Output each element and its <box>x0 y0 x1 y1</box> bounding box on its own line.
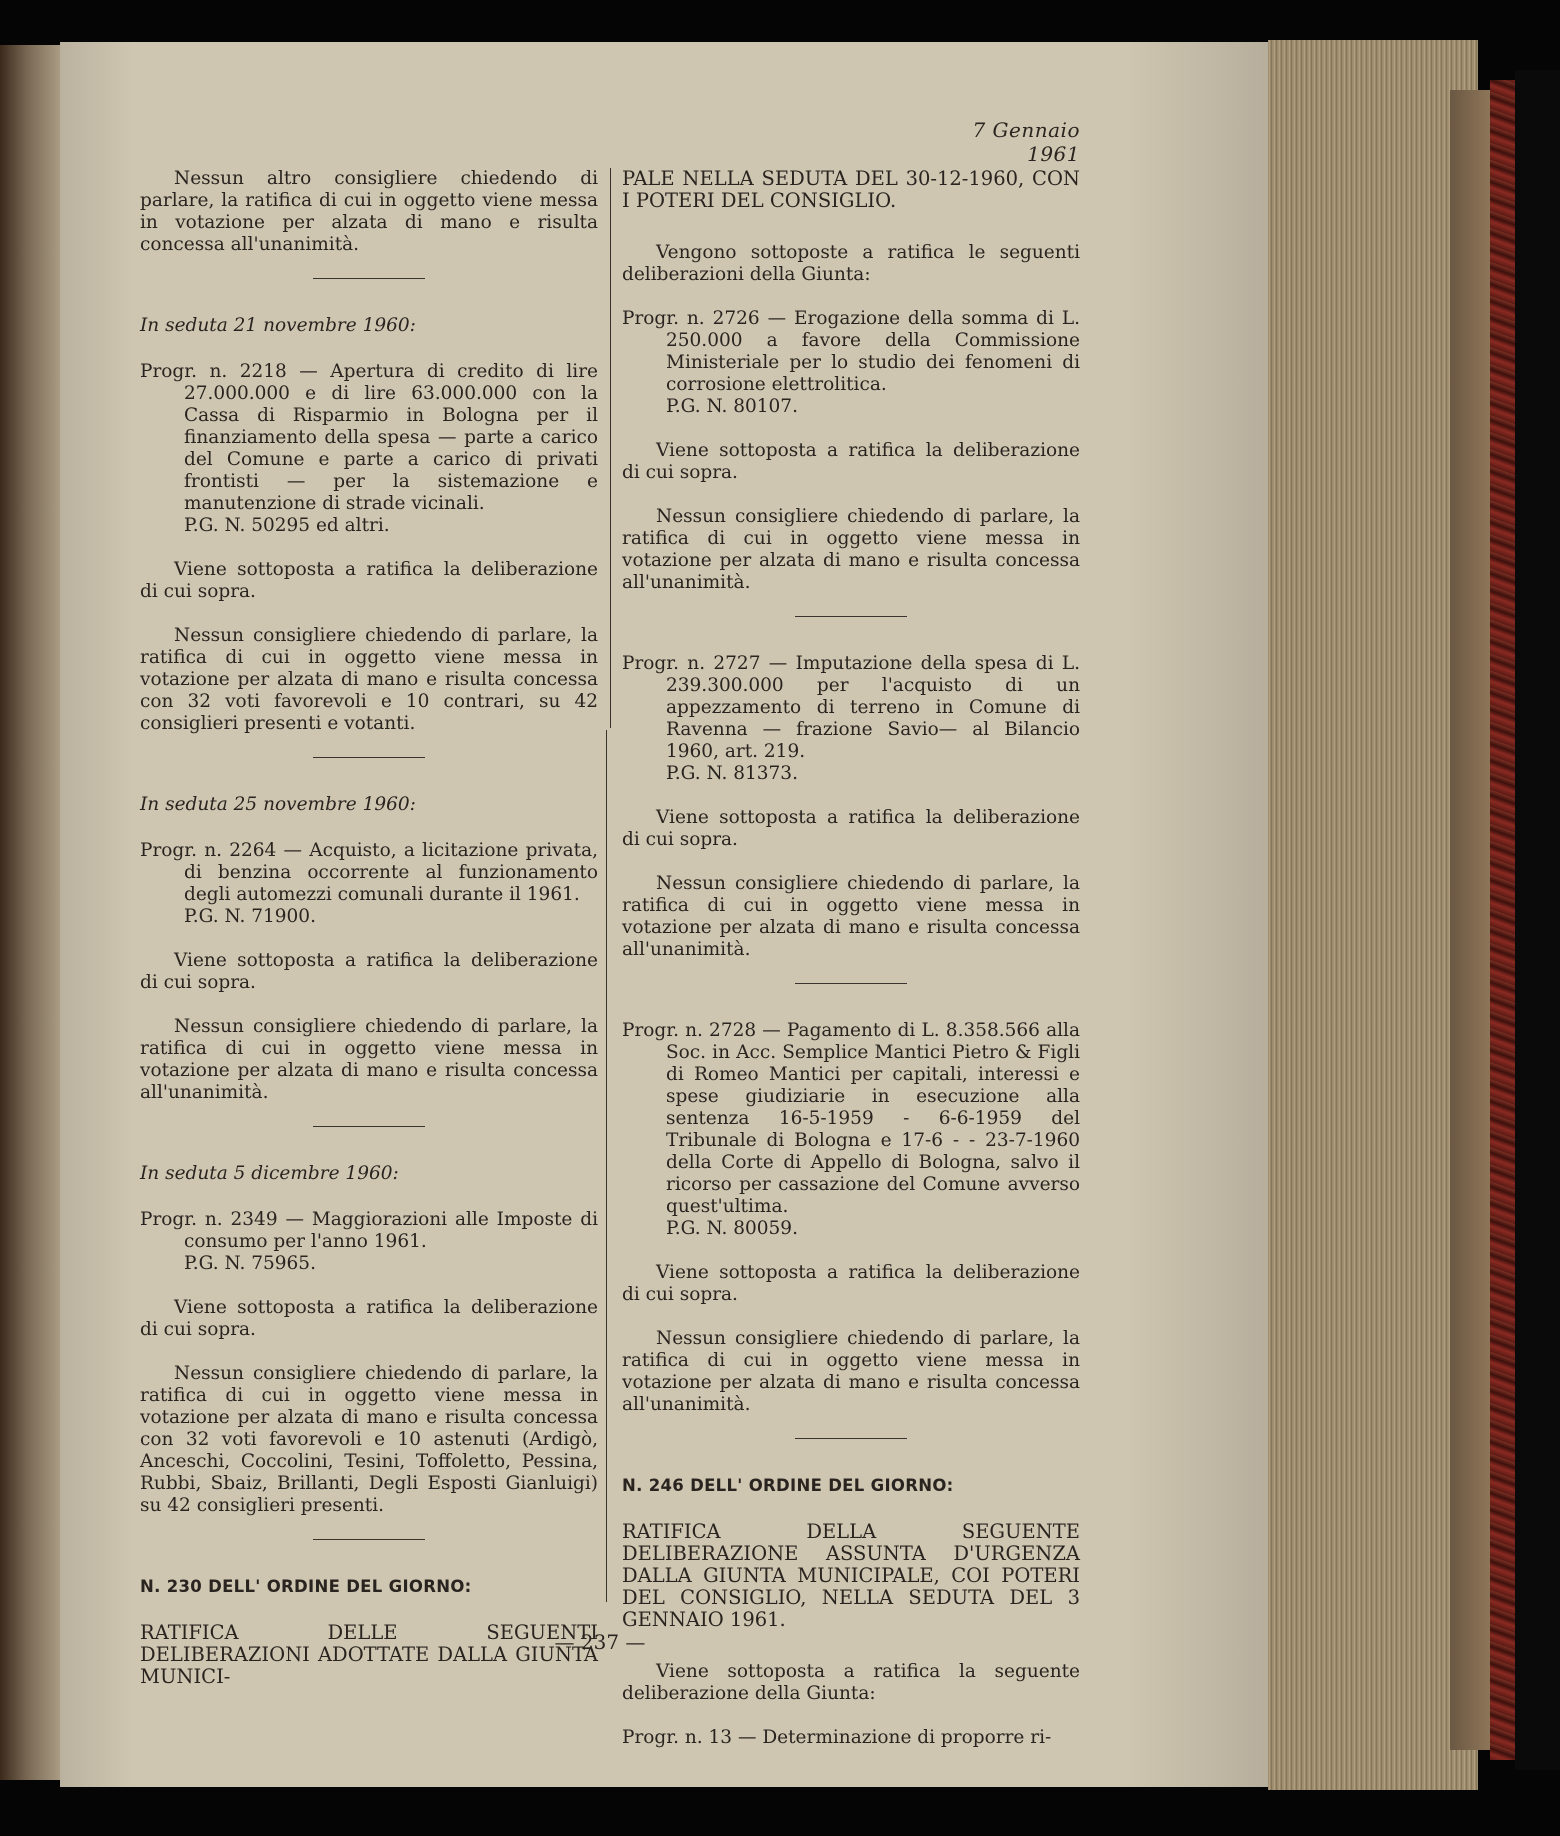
protocol-number: P.G. N. 71900. <box>184 906 316 927</box>
paragraph: Nessun altro consigliere chiedendo di parlare, la ratifica di cui in oggetto viene messa in votazione per alzata di mano e risulta concessa all'unanimità. <box>140 168 598 255</box>
resolution-item: Progr. n. 2727 — Imputazione della spesa di L. 239.300.000 per l'acquisto di un appezzamento di terreno in Comune di Ravenna — frazione Savio— al Bilancio 1960, art. 219. <box>622 653 1080 762</box>
resolution-item: Progr. n. 2726 — Erogazione della somma di L. 250.000 a favore della Commissione Ministeriale per lo studio dei fenomeni di corrosione elettrolitica. <box>622 308 1080 395</box>
protocol-number: P.G. N. 81373. <box>666 763 798 784</box>
paragraph: Viene sottoposta a ratifica la deliberazione di cui sopra. <box>622 807 1080 850</box>
background-right <box>1515 70 1560 1770</box>
session-heading: In seduta 5 dicembre 1960: <box>140 1163 399 1184</box>
paragraph: Nessun consigliere chiedendo di parlare, la ratifica di cui in oggetto viene messa in votazione per alzata di mano e risulta concessa all'unanimità. <box>140 1016 598 1103</box>
paragraph: Viene sottoposta a ratifica la seguente deliberazione della Giunta: <box>622 1661 1080 1704</box>
resolution-item: Progr. n. 2349 — Maggiorazioni alle Imposte di consumo per l'anno 1961. <box>140 1209 598 1252</box>
paragraph: Viene sottoposta a ratifica la deliberazione di cui sopra. <box>140 950 598 993</box>
separator-rule <box>795 616 907 617</box>
separator-rule <box>313 757 425 758</box>
separator-rule <box>795 1438 907 1439</box>
agenda-item-heading: N. 230 DELL' ORDINE DEL GIORNO: <box>140 1577 472 1596</box>
right-column <box>622 168 1080 1749</box>
paragraph: Viene sottoposta a ratifica la deliberazione di cui sopra. <box>140 1297 598 1340</box>
protocol-number: P.G. N. 80107. <box>666 396 798 417</box>
agenda-item-title: RATIFICA DELLE SEGUENTI DELIBERAZIONI ADOTTATE DALLA GIUNTA MUNICI- <box>140 1621 598 1688</box>
agenda-item-title: RATIFICA DELLA SEGUENTE DELIBERAZIONE ASSUNTA D'URGENZA DALLA GIUNTA MUNICIPALE, COI POTERI DEL CONSIGLIO, NELLA SEDUTA DEL 3 GENNAIO 1961. <box>622 1520 1080 1631</box>
page-block-shadow <box>1450 90 1490 1750</box>
paragraph: Nessun consigliere chiedendo di parlare, la ratifica di cui in oggetto viene messa in votazione per alzata di mano e risulta concessa con 32 voti favorevoli e 10 astenuti (Ardigò, Anceschi, Coccolini, Tesini, Toffoletto, Pessina, Rubbi, Sbaiz, Brillanti, Degli Esposti Gianluigi) su 42 consiglieri presenti. <box>140 1363 598 1516</box>
resolution-item: Progr. n. 2264 — Acquisto, a licitazione privata, di benzina occorrente al funzionamento degli automezzi comunali durante il 1961. <box>140 840 598 905</box>
paragraph: Viene sottoposta a ratifica la deliberazione di cui sopra. <box>140 559 598 602</box>
session-heading: In seduta 25 novembre 1960: <box>140 794 416 815</box>
paragraph: Nessun consigliere chiedendo di parlare, la ratifica di cui in oggetto viene messa in votazione per alzata di mano e risulta concessa all'unanimità. <box>622 1328 1080 1415</box>
protocol-number: P.G. N. 80059. <box>666 1218 798 1239</box>
separator-rule <box>313 1539 425 1540</box>
protocol-number: P.G. N. 75965. <box>184 1253 316 1274</box>
paragraph: Nessun consigliere chiedendo di parlare, la ratifica di cui in oggetto viene messa in votazione per alzata di mano e risulta concessa con 32 voti favorevoli e 10 contrari, su 42 consiglieri presenti e votanti. <box>140 625 598 734</box>
paragraph: Viene sottoposta a ratifica la deliberazione di cui sopra. <box>622 440 1080 483</box>
paragraph: Viene sottoposta a ratifica la deliberazione di cui sopra. <box>622 1262 1080 1305</box>
agenda-item-heading: N. 246 DELL' ORDINE DEL GIORNO: <box>622 1476 954 1495</box>
separator-rule <box>313 278 425 279</box>
paragraph: Nessun consigliere chiedendo di parlare, la ratifica di cui in oggetto viene messa in votazione per alzata di mano e risulta concessa all'unanimità. <box>622 506 1080 593</box>
resolution-item: Progr. n. 2728 — Pagamento di L. 8.358.566 alla Soc. in Acc. Semplice Mantici Pietro & Figli di Romeo Mantici per capitali, interessi e spese giudiziarie in esecuzione alla sentenza 16-5-1959 - 6-6-1959 del Tribunale di Bologna e 17-6 - - 23-7-1960 della Corte di Appello di Bologna, salvo il ricorso per cassazione del Comune avverso quest'ultima. <box>622 1020 1080 1217</box>
separator-rule <box>795 983 907 984</box>
resolution-item: Progr. n. 2218 — Apertura di credito di lire 27.000.000 e di lire 63.000.000 con la Cassa di Risparmio in Bologna per il finanziamento della spesa — parte a carico del Comune e parte a carico di privati frontisti — per la sistemazione e manutenzione di strade vicinali. <box>140 361 598 514</box>
running-header-date: 7 Gennaio 1961 <box>972 118 1080 166</box>
paragraph: Nessun consigliere chiedendo di parlare, la ratifica di cui in oggetto viene messa in votazione per alzata di mano e risulta concessa all'unanimità. <box>622 873 1080 960</box>
page-number: — 237 — <box>554 1630 646 1654</box>
session-heading: In seduta 21 novembre 1960: <box>140 315 416 336</box>
agenda-item-title-continued: PALE NELLA SEDUTA DEL 30-12-1960, CON I POTERI DEL CONSIGLIO. <box>622 167 1080 212</box>
page-block-edges <box>1268 40 1478 1790</box>
resolution-item: Progr. n. 13 — Determinazione di proporre ri- <box>622 1727 1052 1748</box>
separator-rule <box>313 1126 425 1127</box>
paragraph: Vengono sottoposte a ratifica le seguenti deliberazioni della Giunta: <box>622 242 1080 285</box>
column-divider-lower <box>606 730 607 1602</box>
column-divider-upper <box>610 168 611 728</box>
protocol-number: P.G. N. 50295 ed altri. <box>184 515 390 536</box>
left-column <box>140 168 598 1718</box>
